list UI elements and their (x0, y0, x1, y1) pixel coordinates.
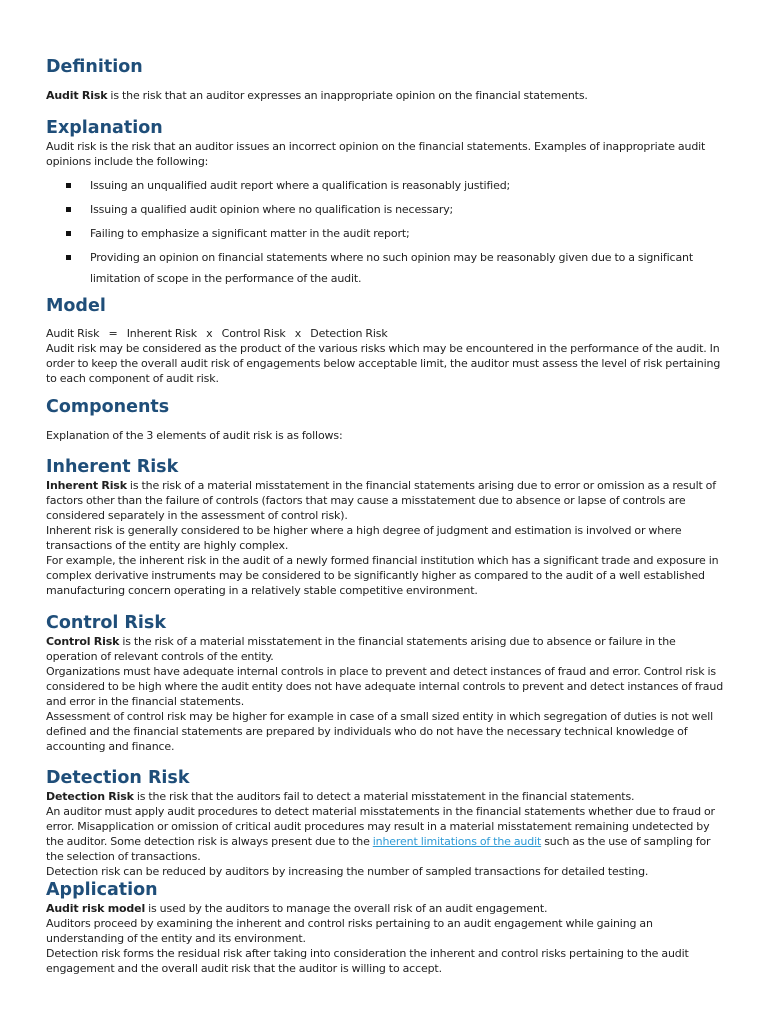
inherent-risk-paragraph-2: Inherent risk is generally considered to be higher where a high degree of judgment and estimation is involved or where transactions of the entity are highly complex. (46, 524, 682, 552)
control-risk-text: is the risk of a material misstatement in the financial statements arising due to absence or failure in the operation of relevant controls of the entity. (46, 635, 676, 663)
bullet-text: Providing an opinion on financial statements where no such opinion may be reasonably given due to a significant limitation of scope in the performance of the audit. (90, 251, 694, 285)
bullet-text: Issuing an unqualified audit report where a qualification is reasonably justified; (90, 179, 511, 192)
definition-heading: Definition (46, 57, 143, 77)
audit-risk-formula: Audit Risk = Inherent Risk x Control Risk x Detection Risk (46, 327, 388, 340)
model-heading: Model (46, 296, 106, 316)
control-risk-paragraph-3: Assessment of control risk may be higher for example in case of a small sized entity in which segregation of duties is not well defined and the financial statements are prepared by individuals who do not have the necessary technical knowledge of accounting and finance. (46, 710, 714, 753)
components-paragraph: Explanation of the 3 elements of audit risk is as follows: (46, 429, 343, 442)
detection-risk-text-before-link: An auditor must apply audit procedures to detect material misstatements in the financial statements whether due to fraud or error. Misapplication or omission of critical audit procedures may result in a material misstatement remaining undetected by the auditor. Some detection risk is always present due to the (46, 805, 715, 848)
bullet-item (66, 223, 726, 244)
inherent-risk-paragraph-1 (46, 478, 726, 523)
explanation-heading: Explanation (46, 118, 163, 138)
application-text: is used by the auditors to manage the overall risk of an audit engagement. (145, 902, 548, 915)
explanation-intro: Audit risk is the risk that an auditor issues an incorrect opinion on the financial statements. Examples of inappropriate audit opinions include the following: (46, 140, 706, 168)
inherent-risk-term: Inherent Risk (46, 479, 127, 492)
application-paragraph-2: Auditors proceed by examining the inherent and control risks pertaining to an audit engagement while gaining an understanding of the entity and its environment. (46, 917, 653, 945)
application-paragraph-3: Detection risk forms the residual risk after taking into consideration the inherent and control risks pertaining to the audit engagement and the overall audit risk that the auditor is willing to accept. (46, 947, 689, 975)
detection-risk-paragraph-2 (46, 804, 726, 864)
detection-risk-paragraph-1 (46, 789, 726, 804)
control-risk-heading: Control Risk (46, 613, 166, 633)
bullet-icon (66, 231, 71, 236)
bullet-item (66, 175, 726, 196)
bullet-item (66, 247, 726, 289)
model-paragraph: Audit risk may be considered as the product of the various risks which may be encountered in the performance of the audit. In order to keep the overall audit risk of engagements below acceptable limit, the auditor must assess the level of risk pertaining to each component of audit risk. (46, 342, 721, 385)
detection-risk-term: Detection Risk (46, 790, 134, 803)
inherent-limitations-link[interactable]: inherent limitations of the audit (372, 835, 542, 848)
definition-term: Audit Risk (46, 89, 108, 102)
control-risk-term: Control Risk (46, 635, 120, 648)
inherent-risk-paragraph-3: For example, the inherent risk in the audit of a newly formed financial institution which has a significant trade and exposure in complex derivative instruments may be considered to be significantly higher as compared to the audit of a well established manufacturing concern operating in a relatively stable competitive environment. (46, 554, 719, 597)
components-heading: Components (46, 397, 170, 417)
bullet-icon (66, 255, 71, 260)
inherent-risk-text: is the risk of a material misstatement in the financial statements arising due to error or omission as a result of factors other than the failure of controls (factors that may cause a misstatement due to absence or lapse of controls are considered separately in the assessment of control risk). (46, 479, 716, 522)
control-risk-paragraph-2: Organizations must have adequate internal controls in place to prevent and detect instances of fraud and error. Control risk is considered to be high where the audit entity does not have adequate internal controls to prevent and detect instances of fraud and error in the financial statements. (46, 665, 724, 708)
application-heading: Application (46, 880, 158, 900)
inherent-risk-heading: Inherent Risk (46, 457, 179, 477)
application-paragraph-1 (46, 901, 726, 916)
detection-risk-text: is the risk that the auditors fail to detect a material misstatement in the financial statements. (133, 790, 635, 803)
bullet-item (66, 199, 726, 220)
bullet-icon (66, 183, 71, 188)
bullet-text: Failing to emphasize a significant matter in the audit report; (90, 227, 410, 240)
bullet-icon (66, 207, 71, 212)
bullet-text: Issuing a qualified audit opinion where no qualification is necessary; (90, 203, 454, 216)
control-risk-paragraph-1 (46, 634, 726, 664)
audit-risk-model-term: Audit risk model (46, 902, 146, 915)
detection-risk-heading: Detection Risk (46, 768, 190, 788)
definition-text: is the risk that an auditor expresses an inappropriate opinion on the financial statements. (107, 89, 588, 102)
detection-risk-paragraph-3: Detection risk can be reduced by auditors by increasing the number of sampled transactions for detailed testing. (46, 865, 649, 878)
detection-risk-text-after-link: such as the use of sampling for the selection of transactions. (46, 835, 711, 863)
definition-paragraph (46, 88, 726, 103)
